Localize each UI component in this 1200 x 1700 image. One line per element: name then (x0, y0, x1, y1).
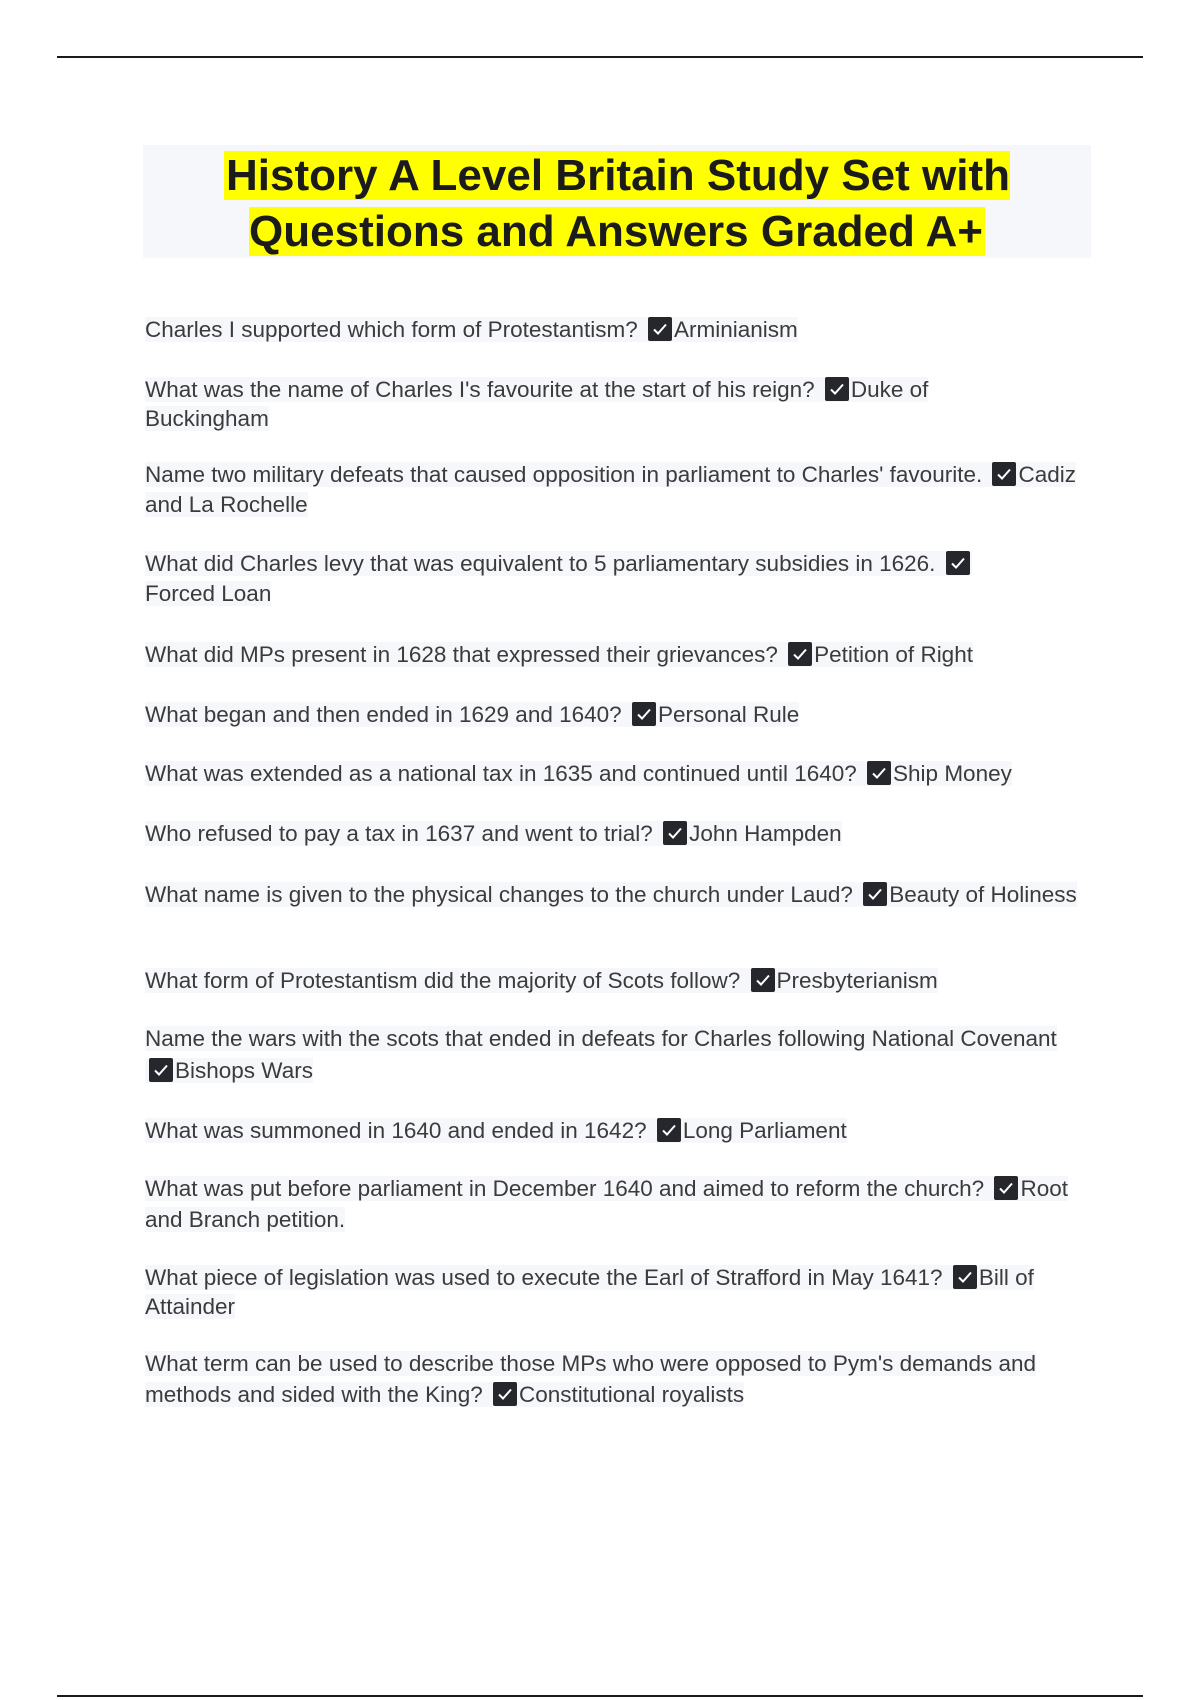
check-box-icon (994, 1176, 1018, 1200)
check-box-icon (648, 317, 672, 341)
check-box-icon (149, 1058, 173, 1082)
question-text: What name is given to the physical changes to the church under Laud? (145, 882, 853, 907)
qa-item-3 (145, 460, 1090, 520)
qa-item-8 (145, 819, 1090, 848)
question-text: Name two military defeats that caused opposition in parliament to Charles' favourite. (145, 462, 983, 487)
qa-item-11 (145, 1023, 1090, 1087)
qa-item-6 (145, 700, 1090, 729)
qa-item-10 (145, 966, 1090, 995)
answer-text: Root and Branch petition. (145, 1176, 1068, 1232)
answer-text: Petition of Right (814, 642, 973, 667)
page-title-text: History A Level Britain Study Set with Questions and Answers Graded A+ (226, 151, 1010, 256)
check-box-icon (493, 1382, 517, 1406)
answer-text: Cadiz and La Rochelle (145, 462, 1077, 517)
check-box-icon (632, 702, 656, 726)
top-rule (57, 56, 1143, 58)
qa-item-2 (145, 375, 1005, 433)
question-text: What was put before parliament in December 1640 and aimed to reform the church? (145, 1176, 985, 1201)
answer-text: Personal Rule (657, 702, 800, 727)
page-title (143, 145, 1091, 260)
check-box-icon (953, 1265, 977, 1289)
question-text: What term can be used to describe those MPs who were opposed to Pym's demands and methods and sided with the King? (145, 1351, 1037, 1407)
question-text: Name the wars with the scots that ended in defeats for Charles following National Covenant (145, 1026, 1057, 1051)
qa-item-1 (145, 315, 1090, 344)
answer-text: Beauty of Holiness (889, 882, 1077, 907)
question-text: What began and then ended in 1629 and 1640? (145, 702, 622, 727)
answer-text: Duke of Buckingham (145, 377, 929, 431)
question-text: What was summoned in 1640 and ended in 1642? (145, 1118, 647, 1143)
title-band (143, 145, 1091, 258)
answer-text: Ship Money (893, 761, 1012, 786)
question-text: What was extended as a national tax in 1635 and continued until 1640? (145, 761, 857, 786)
check-box-icon (788, 642, 812, 666)
question-text: What piece of legislation was used to execute the Earl of Strafford in May 1641? (145, 1265, 943, 1290)
answer-text: Presbyterianism (776, 968, 938, 993)
check-box-icon (992, 462, 1016, 486)
question-text: What did Charles levy that was equivalent to 5 parliamentary subsidies in 1626. (145, 551, 936, 576)
question-text: Charles I supported which form of Protestantism? (145, 317, 638, 342)
check-box-icon (863, 882, 887, 906)
answer-text: John Hampden (689, 821, 842, 846)
qa-item-13 (145, 1173, 1090, 1235)
question-text: What did MPs present in 1628 that expressed their grievances? (145, 642, 778, 667)
check-box-icon (825, 377, 849, 401)
bottom-rule (57, 1695, 1143, 1697)
question-text: Who refused to pay a tax in 1637 and went to trial? (145, 821, 653, 846)
question-text: What was the name of Charles I's favourite at the start of his reign? (145, 377, 815, 402)
qa-item-5 (145, 640, 1090, 669)
answer-text: Arminianism (673, 317, 798, 342)
answer-text: Constitutional royalists (519, 1382, 745, 1407)
check-box-icon (657, 1118, 681, 1142)
qa-item-9 (145, 880, 1090, 909)
qa-item-7 (145, 759, 1105, 788)
check-box-icon (946, 551, 970, 575)
qa-item-12 (145, 1116, 1090, 1145)
answer-text: Long Parliament (682, 1118, 847, 1143)
check-box-icon (751, 968, 775, 992)
qa-item-15 (145, 1348, 1090, 1410)
answer-text: Bill of Attainder (145, 1265, 1034, 1319)
answer-text: Bishops Wars (175, 1058, 313, 1083)
check-box-icon (867, 761, 891, 785)
question-text: What form of Protestantism did the majority of Scots follow? (145, 968, 741, 993)
answer-text: Forced Loan (145, 581, 272, 606)
check-box-icon (663, 821, 687, 845)
qa-item-14 (145, 1263, 1090, 1321)
qa-item-4 (145, 549, 1005, 609)
